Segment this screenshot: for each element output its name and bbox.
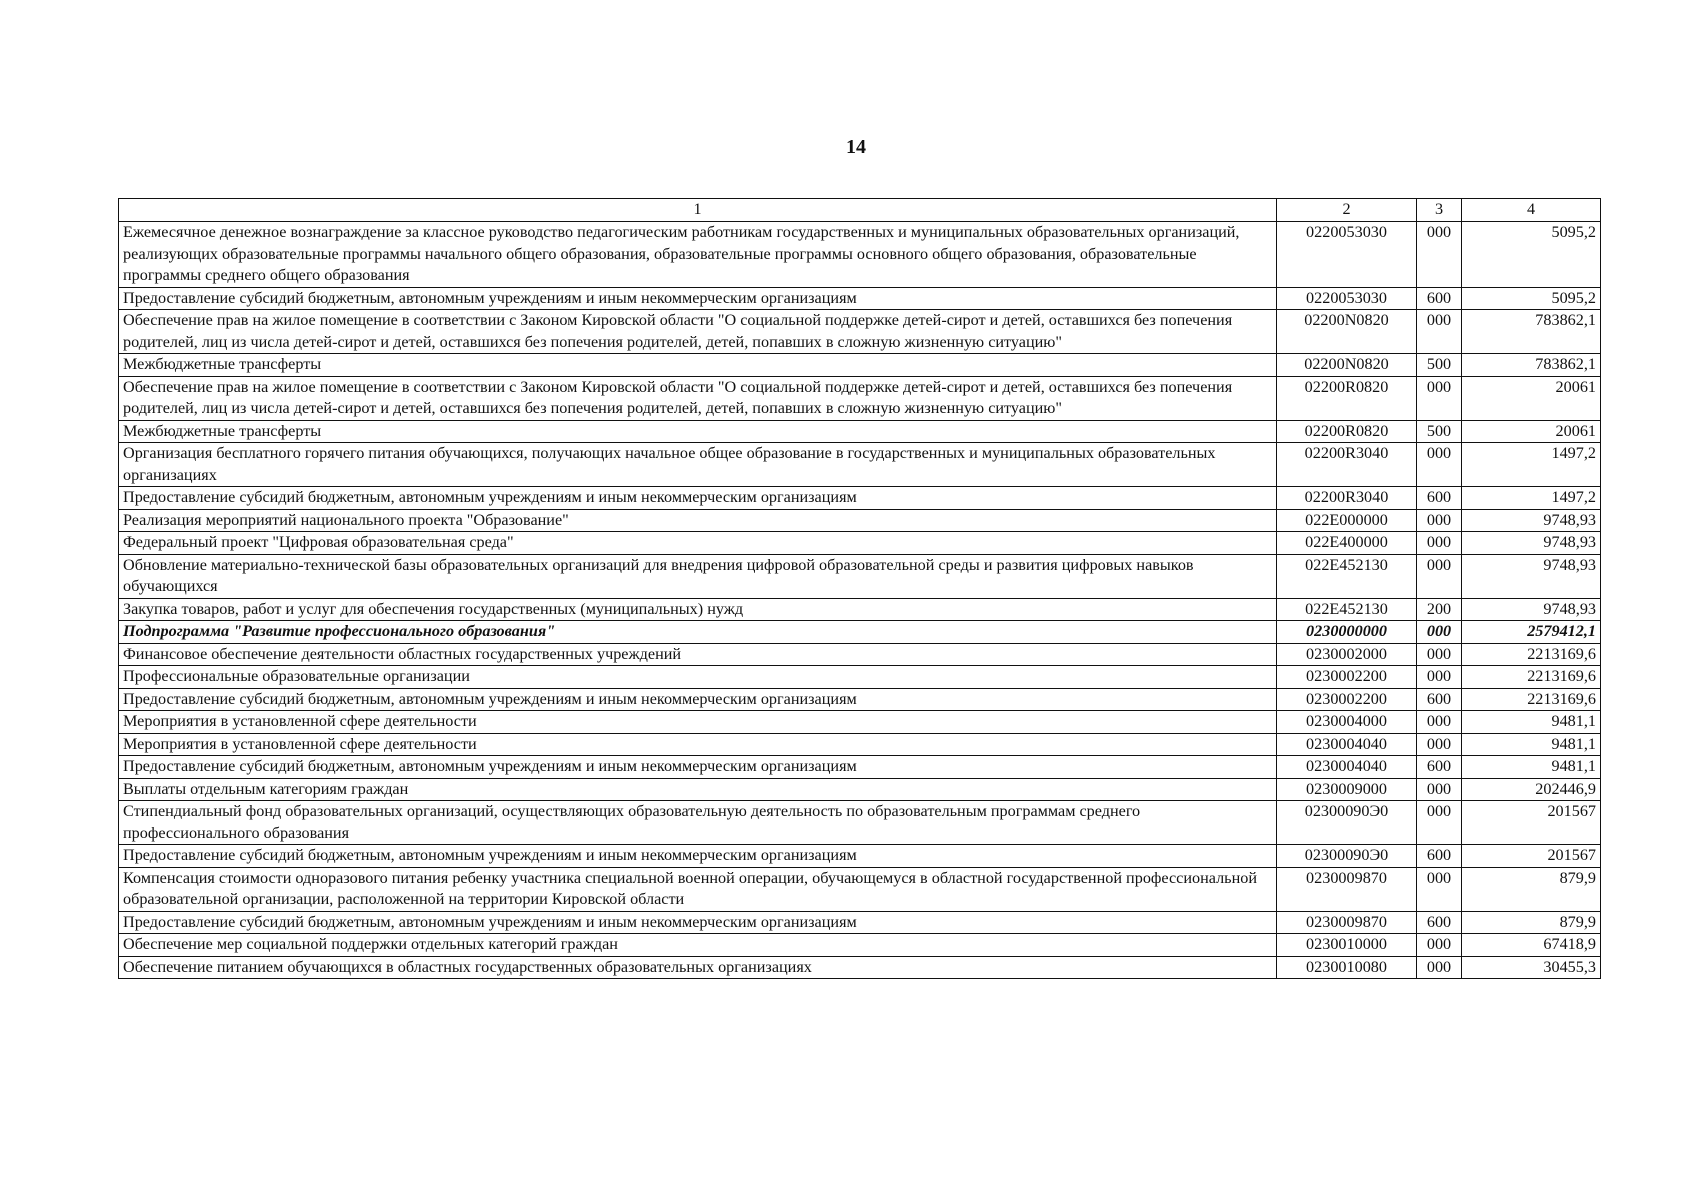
row-code: 02300090Э0	[1277, 845, 1417, 868]
table-row	[119, 310, 1601, 354]
table-row	[119, 443, 1601, 487]
row-expense-type: 000	[1417, 643, 1462, 666]
row-amount: 201567	[1462, 845, 1601, 868]
row-name: Обеспечение мер социальной поддержки отдельных категорий граждан	[119, 934, 1277, 957]
table-row	[119, 532, 1601, 555]
row-name: Предоставление субсидий бюджетным, автономным учреждениям и иным некоммерческим организациям	[119, 487, 1277, 510]
row-code: 0230004040	[1277, 733, 1417, 756]
row-code: 0230002000	[1277, 643, 1417, 666]
row-amount: 1497,2	[1462, 487, 1601, 510]
row-code: 022E400000	[1277, 532, 1417, 555]
row-amount: 2213169,6	[1462, 666, 1601, 689]
row-name: Мероприятия в установленной сфере деятельности	[119, 711, 1277, 734]
row-code: 02200R0820	[1277, 420, 1417, 443]
row-code: 02200N0820	[1277, 310, 1417, 354]
row-amount: 20061	[1462, 420, 1601, 443]
table-row	[119, 554, 1601, 598]
row-code: 0230002200	[1277, 666, 1417, 689]
row-amount: 1497,2	[1462, 443, 1601, 487]
row-code: 022E452130	[1277, 554, 1417, 598]
row-amount: 9481,1	[1462, 711, 1601, 734]
table-row	[119, 354, 1601, 377]
row-amount: 9748,93	[1462, 554, 1601, 598]
row-code: 02200R3040	[1277, 443, 1417, 487]
row-amount: 2213169,6	[1462, 688, 1601, 711]
row-expense-type: 000	[1417, 443, 1462, 487]
row-expense-type: 000	[1417, 509, 1462, 532]
row-name: Профессиональные образовательные организации	[119, 666, 1277, 689]
row-amount: 879,9	[1462, 911, 1601, 934]
row-amount: 9748,93	[1462, 532, 1601, 555]
table-row	[119, 845, 1601, 868]
row-name: Обеспечение питанием обучающихся в областных государственных образовательных организациях	[119, 956, 1277, 979]
table-row	[119, 222, 1601, 288]
row-amount: 202446,9	[1462, 778, 1601, 801]
row-name: Реализация мероприятий национального проекта "Образование"	[119, 509, 1277, 532]
table-row	[119, 956, 1601, 979]
row-name: Межбюджетные трансферты	[119, 420, 1277, 443]
row-code: 02200R0820	[1277, 376, 1417, 420]
row-name: Федеральный проект "Цифровая образовательная среда"	[119, 532, 1277, 555]
budget-table	[118, 198, 1601, 979]
header-col-1: 1	[119, 199, 1277, 222]
table-row	[119, 666, 1601, 689]
row-amount: 9481,1	[1462, 756, 1601, 779]
row-expense-type: 000	[1417, 801, 1462, 845]
table-row	[119, 376, 1601, 420]
row-name: Стипендиальный фонд образовательных организаций, осуществляющих образовательную деятельность по образовательным программам среднего профессионального образования	[119, 801, 1277, 845]
row-code: 0230009870	[1277, 911, 1417, 934]
row-name: Предоставление субсидий бюджетным, автономным учреждениям и иным некоммерческим организациям	[119, 287, 1277, 310]
table-body	[119, 222, 1601, 979]
row-expense-type: 000	[1417, 934, 1462, 957]
table-row	[119, 688, 1601, 711]
row-name: Обновление материально-технической базы образовательных организаций для внедрения цифровой образовательной среды и развития цифровых навыков обучающихся	[119, 554, 1277, 598]
row-expense-type: 600	[1417, 845, 1462, 868]
page-number: 14	[846, 136, 866, 158]
row-expense-type: 200	[1417, 598, 1462, 621]
row-amount: 30455,3	[1462, 956, 1601, 979]
row-code: 0230010000	[1277, 934, 1417, 957]
row-expense-type: 000	[1417, 621, 1462, 644]
row-expense-type: 000	[1417, 956, 1462, 979]
row-name: Выплаты отдельным категориям граждан	[119, 778, 1277, 801]
header-col-3: 3	[1417, 199, 1462, 222]
row-code: 0220053030	[1277, 287, 1417, 310]
row-amount: 2213169,6	[1462, 643, 1601, 666]
table-row	[119, 711, 1601, 734]
row-code: 02300090Э0	[1277, 801, 1417, 845]
row-expense-type: 600	[1417, 287, 1462, 310]
table-row	[119, 733, 1601, 756]
table-row	[119, 934, 1601, 957]
row-amount: 879,9	[1462, 867, 1601, 911]
row-name: Предоставление субсидий бюджетным, автономным учреждениям и иным некоммерческим организациям	[119, 756, 1277, 779]
row-code: 0230009000	[1277, 778, 1417, 801]
header-row	[119, 199, 1601, 222]
row-code: 0230002200	[1277, 688, 1417, 711]
row-expense-type: 000	[1417, 867, 1462, 911]
row-name: Подпрограмма "Развитие профессионального образования"	[119, 621, 1277, 644]
row-name: Обеспечение прав на жилое помещение в соответствии с Законом Кировской области "О социальной поддержке детей-сирот и детей, оставшихся без попечения родителей, лиц из числа детей-сирот и детей, оставшихся без попечения родителей, детей, попавших в сложную жизненную ситуацию"	[119, 376, 1277, 420]
row-name: Предоставление субсидий бюджетным, автономным учреждениям и иным некоммерческим организациям	[119, 845, 1277, 868]
row-code: 0230004000	[1277, 711, 1417, 734]
row-expense-type: 600	[1417, 487, 1462, 510]
row-amount: 2579412,1	[1462, 621, 1601, 644]
table-row	[119, 420, 1601, 443]
row-amount: 20061	[1462, 376, 1601, 420]
row-name: Компенсация стоимости одноразового питания ребенку участника специальной военной операции, обучающемуся в областной государственной профессиональной образовательной организации, расположенной на территории Кировской области	[119, 867, 1277, 911]
row-name: Мероприятия в установленной сфере деятельности	[119, 733, 1277, 756]
row-amount: 9481,1	[1462, 733, 1601, 756]
row-name: Организация бесплатного горячего питания обучающихся, получающих начальное общее образование в государственных и муниципальных образовательных организациях	[119, 443, 1277, 487]
table-row	[119, 487, 1601, 510]
table-row	[119, 911, 1601, 934]
row-expense-type: 000	[1417, 711, 1462, 734]
table-row	[119, 801, 1601, 845]
row-amount: 9748,93	[1462, 509, 1601, 532]
table-row	[119, 598, 1601, 621]
row-amount: 5095,2	[1462, 222, 1601, 288]
table-header	[119, 199, 1601, 222]
row-name: Предоставление субсидий бюджетным, автономным учреждениям и иным некоммерческим организациям	[119, 911, 1277, 934]
row-expense-type: 000	[1417, 376, 1462, 420]
row-code: 02200R3040	[1277, 487, 1417, 510]
table-row	[119, 756, 1601, 779]
row-amount: 783862,1	[1462, 310, 1601, 354]
row-expense-type: 000	[1417, 554, 1462, 598]
row-expense-type: 000	[1417, 310, 1462, 354]
table-row	[119, 509, 1601, 532]
row-expense-type: 600	[1417, 688, 1462, 711]
row-expense-type: 600	[1417, 756, 1462, 779]
row-expense-type: 000	[1417, 733, 1462, 756]
table-row	[119, 287, 1601, 310]
row-expense-type: 000	[1417, 532, 1462, 555]
row-code: 02200N0820	[1277, 354, 1417, 377]
row-code: 0230009870	[1277, 867, 1417, 911]
row-amount: 5095,2	[1462, 287, 1601, 310]
row-name: Межбюджетные трансферты	[119, 354, 1277, 377]
row-code: 022E452130	[1277, 598, 1417, 621]
row-expense-type: 500	[1417, 420, 1462, 443]
row-expense-type: 000	[1417, 778, 1462, 801]
row-amount: 783862,1	[1462, 354, 1601, 377]
row-expense-type: 000	[1417, 666, 1462, 689]
row-amount: 201567	[1462, 801, 1601, 845]
table-row	[119, 778, 1601, 801]
table-row	[119, 643, 1601, 666]
table-row	[119, 621, 1601, 644]
row-expense-type: 600	[1417, 911, 1462, 934]
row-expense-type: 500	[1417, 354, 1462, 377]
row-expense-type: 000	[1417, 222, 1462, 288]
row-amount: 9748,93	[1462, 598, 1601, 621]
row-name: Обеспечение прав на жилое помещение в соответствии с Законом Кировской области "О социальной поддержке детей-сирот и детей, оставшихся без попечения родителей, лиц из числа детей-сирот и детей, оставшихся без попечения родителей, детей, попавших в сложную жизненную ситуацию"	[119, 310, 1277, 354]
table-row	[119, 867, 1601, 911]
header-col-4: 4	[1462, 199, 1601, 222]
row-name: Финансовое обеспечение деятельности областных государственных учреждений	[119, 643, 1277, 666]
row-name: Закупка товаров, работ и услуг для обеспечения государственных (муниципальных) нужд	[119, 598, 1277, 621]
row-code: 0230000000	[1277, 621, 1417, 644]
row-code: 022E000000	[1277, 509, 1417, 532]
row-name: Предоставление субсидий бюджетным, автономным учреждениям и иным некоммерческим организациям	[119, 688, 1277, 711]
row-amount: 67418,9	[1462, 934, 1601, 957]
header-col-2: 2	[1277, 199, 1417, 222]
row-code: 0230010080	[1277, 956, 1417, 979]
row-name: Ежемесячное денежное вознаграждение за классное руководство педагогическим работникам государственных и муниципальных образовательных организаций, реализующих образовательные программы начального общего образования, образовательные программы основного общего образования, образовательные программы среднего общего образования	[119, 222, 1277, 288]
row-code: 0230004040	[1277, 756, 1417, 779]
row-code: 0220053030	[1277, 222, 1417, 288]
